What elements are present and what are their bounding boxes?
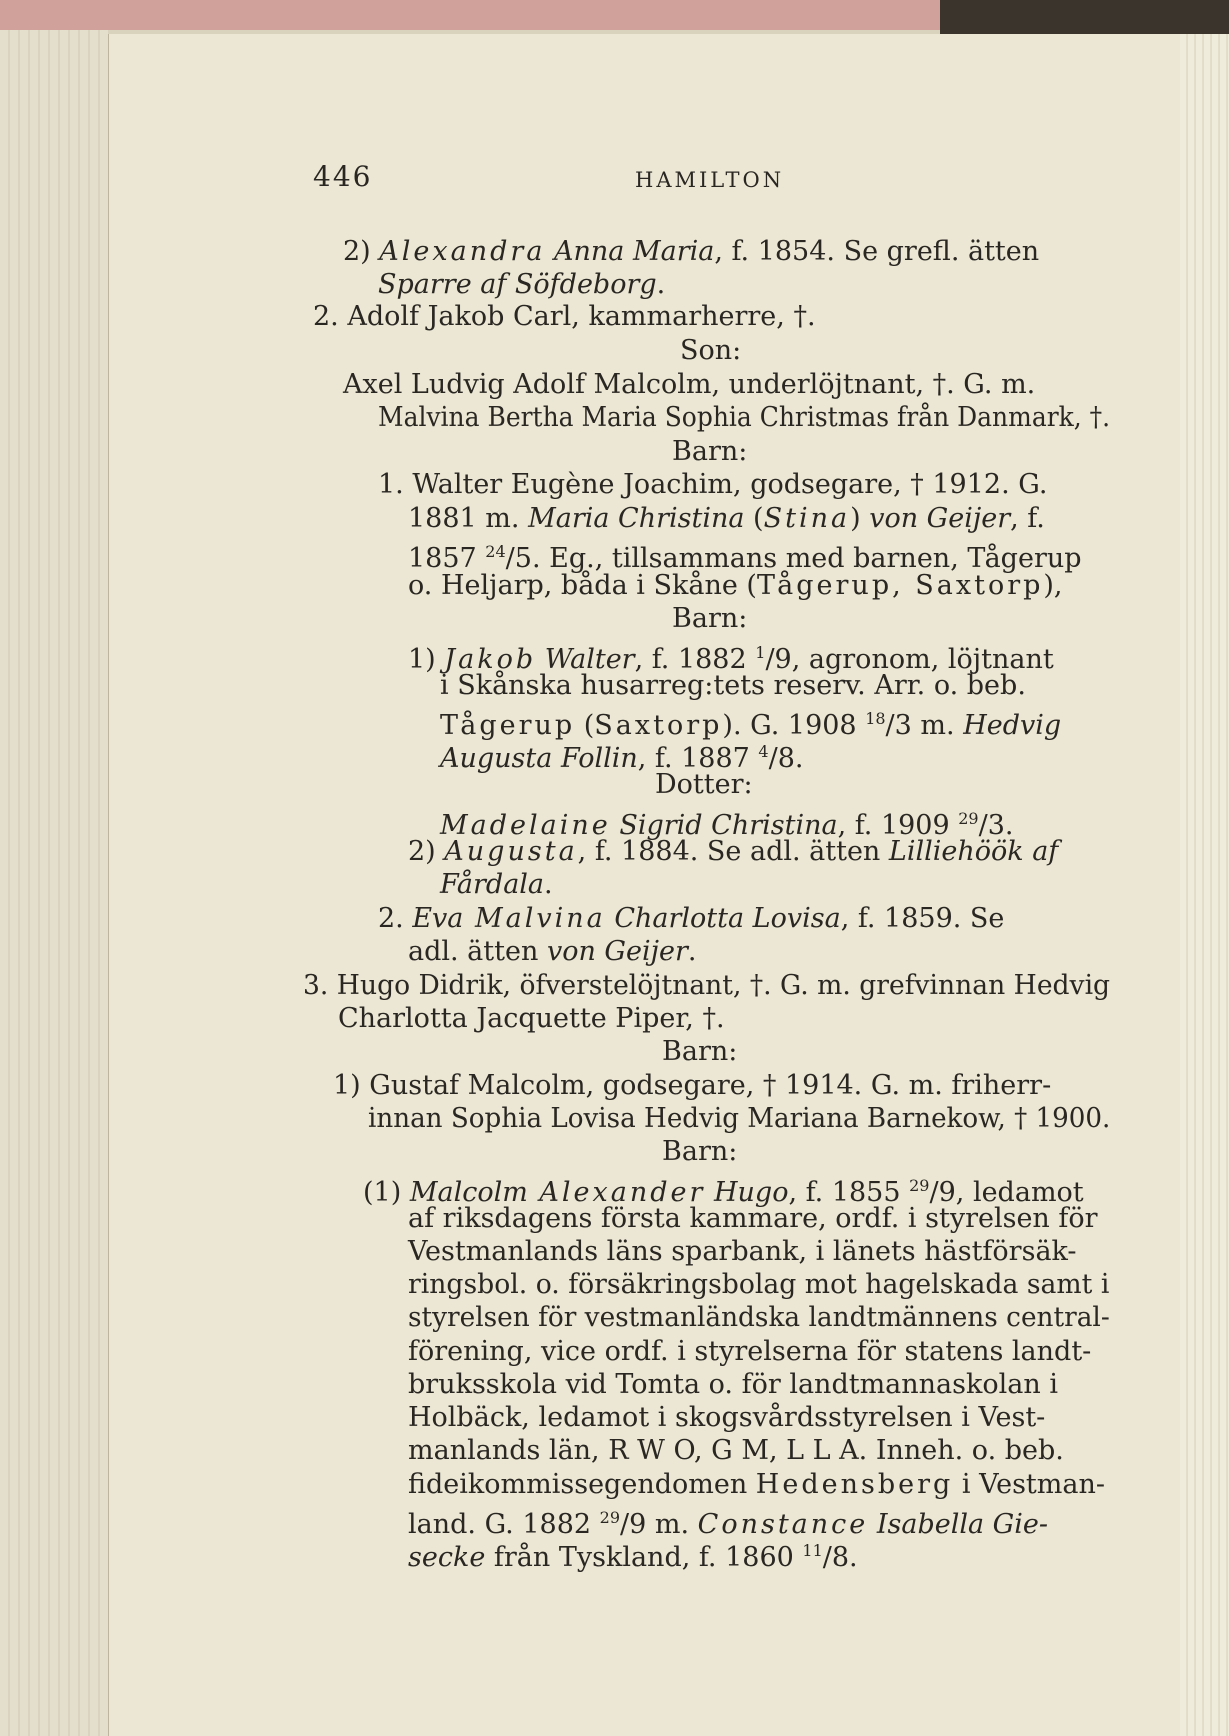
running-head: HAMILTON [635,168,785,192]
text-line: 1881 m. Maria Christina (Stina) von Geijer, f. [408,503,1045,534]
text-line: Axel Ludvig Adolf Malcolm, underlöjtnant, †. G. m. [343,369,1036,400]
text-line: 2. Adolf Jakob Carl, kammarherre, †. [313,301,816,332]
text-line: Madelaine Sigrid Christina, f. 1909 $^{29}$/3. [440,809,1014,841]
book-top-edge-dark [940,0,1229,38]
text-line: i Skånska husarreg:tets reserv. Arr. o. beb. [440,670,1026,701]
text-line: fideikommissegendomen Hedensberg i Vestman- [408,1469,1105,1500]
page-edges [1180,34,1229,1736]
section-heading: Son: [680,335,742,366]
section-heading: Barn: [672,436,748,467]
text-line: adl. ätten von Geijer. [408,936,697,967]
text-line: af riksdagens första kammare, ordf. i styrelsen för [408,1203,1098,1234]
text-line: Vestmanlands läns sparbank, i länets hästförsäk- [408,1236,1077,1267]
text-line: (1) Malcolm Alexander Hugo, f. 1855 $^{29}$/9, ledamot [363,1176,1084,1208]
text-line: 1857 $^{24}$/5. Eg., tillsammans med barnen, Tågerup [408,542,1082,574]
book-gutter [0,30,108,1736]
text-line: Tågerup (Saxtorp). G. 1908 $^{18}$/3 m. Hedvig [440,709,1062,741]
text-line: ringsbol. o. försäkringsbolag mot hagelskada samt i [408,1269,1110,1300]
text-line: Augusta Follin, f. 1887 $^4$/8. [440,742,804,774]
text-line: styrelsen för vestmanländska landtmännens central- [408,1302,1110,1333]
text-line: Charlotta Jacquette Piper, †. [338,1003,725,1034]
text-line: Malvina Bertha Maria Sophia Christmas från Danmark, †. [378,402,1111,433]
text-line: 3. Hugo Didrik, öfverstelöjtnant, †. G. m. grefvinnan Hedvig [303,970,1111,1001]
section-heading: Dotter: [655,769,753,800]
section-heading: Barn: [662,1136,738,1167]
text-line: Sparre af Söfdeborg. [378,269,666,300]
text-line: land. G. 1882 $^{29}$/9 m. Constance Isabella Gie- [408,1508,1048,1540]
text-line: 1. Walter Eugène Joachim, godsegare, † 1912. G. [378,469,1048,500]
text-line: innan Sophia Lovisa Hedvig Mariana Barnekow, † 1900. [368,1103,1111,1134]
text-line: o. Heljarp, båda i Skåne (Tågerup, Saxtorp), [408,570,1063,601]
page-number: 446 [313,160,373,193]
text-line: Holbäck, ledamot i skogsvårdsstyrelsen i Vest- [408,1402,1046,1433]
text-line: 2) Alexandra Anna Maria, f. 1854. Se grefl. ätten [343,236,1040,267]
text-line: 2) Augusta, f. 1884. Se adl. ätten Lilliehöök af [408,836,1059,867]
text-line: Fårdala. [440,869,553,900]
text-line: 1) Gustaf Malcolm, godsegare, † 1914. G. m. friherr- [333,1070,1052,1101]
text-line: bruksskola vid Tomta o. för landtmannaskolan i [408,1369,1058,1400]
section-heading: Barn: [662,1036,738,1067]
text-line: 2. Eva Malvina Charlotta Lovisa, f. 1859. Se [378,903,1005,934]
section-heading: Barn: [672,603,748,634]
text-line: manlands län, R W O, G M, L L A. Inneh. o. beb. [408,1435,1064,1466]
text-line: förening, vice ordf. i styrelserna för statens landt- [408,1336,1092,1367]
text-line: 1) Jakob Walter, f. 1882 $^1$/9, agronom, löjtnant [408,643,1054,675]
text-line: secke från Tyskland, f. 1860 $^{11}$/8. [408,1541,858,1573]
